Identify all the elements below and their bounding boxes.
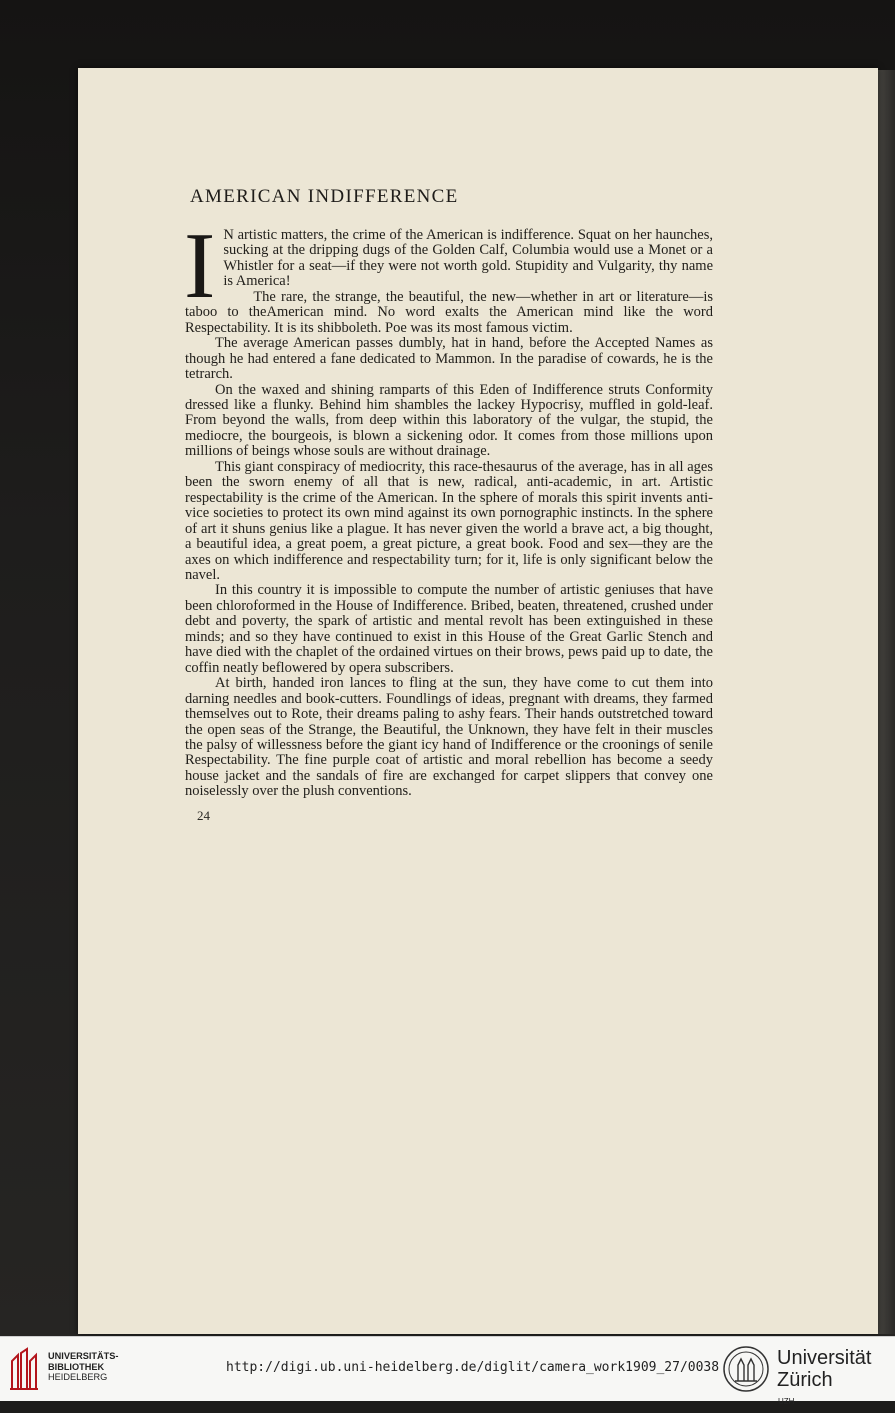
university-seal-icon — [722, 1345, 770, 1393]
permalink-url[interactable]: http://digi.ub.uni-heidelberg.de/diglit/camera_work1909_27/0038 — [226, 1360, 720, 1375]
library-logo-icon — [9, 1347, 39, 1391]
university-abbrev: UZH — [778, 1397, 795, 1406]
paragraph-1-text: N artistic matters, the crime of the American is indifference. Squat on her haunches, sucking at the dripping dugs of the Golden Calf, Columbia would use a Monet or a Whistler for a seat—if they were not worth gold. Stupidity and Vulgarity, thy name is America! — [223, 227, 713, 290]
university-name — [777, 1347, 871, 1413]
article-body — [184, 214, 713, 800]
paragraph-7: At birth, handed iron lances to fling at the sun, they have come to cut them into darning needles and book-cutters. Foundlings of ideas, pregnant with dreams, they farmed themselves out to Rote, their dreams paling to ashy fears. Their hands outstretched toward the open seas of the Strange, the Beautiful, the Unknown, they have felt in their muscles the palsy of willessness before the giant icy hand of Indifference or the croonings of senile Respectability. The fine purple coat of artistic and moral rebellion has become a seedy house jacket and the sandals of fire are exchanged for carpet slippers that convey one noiselessly over the plush conventions. — [185, 675, 713, 800]
library-name-line3: HEIDELBERG — [48, 1372, 108, 1382]
university-name-line2 — [777, 1369, 871, 1413]
page-content — [183, 186, 793, 824]
page-number: 24 — [197, 807, 210, 823]
university-name-line1: Universität — [777, 1347, 872, 1369]
drop-cap: I — [184, 214, 216, 318]
library-name-line1: UNIVERSITÄTS- — [48, 1351, 119, 1361]
library-name — [48, 1351, 118, 1383]
viewer-footer — [0, 1336, 895, 1406]
paragraph-3: The average American passes dumbly, hat in hand, before the Accepted Names as though he had entered a fane dedicated to Mammon. In the paradise of cowards, he is the tetrarch. — [185, 335, 713, 383]
paragraph-4: On the waxed and shining ramparts of this Eden of Indifference struts Conformity dressed like a flunky. Behind him shambles the lackey Hypocrisy, muffled in gold-leaf. From beyond the walls, from deep within this laboratory of the vulgar, the stupid, the mediocre, the bourgeois, is blown a sickening odor. It comes from those millions upon millions of beings whose souls are without drainage. — [185, 381, 713, 460]
paragraph-6: In this country it is impossible to compute the number of artistic geniuses that have been chloroformed in the House of Indifference. Bribed, beaten, threatened, crushed under debt and poverty, the spark of artistic and mental revolt has been extinguished in these minds; and so they have continued to exist in this House of the Great Garlic Stench and have died with the chaplet of the ordained virtues on their brows, pews paid up to date, the coffin neatly beflowered by opera subscribers. — [185, 582, 713, 676]
library-name-line2: BIBLIOTHEK — [48, 1361, 105, 1372]
paragraph-2: The rare, the strange, the beautiful, the new—whether in art or literature—is taboo to theAmerican mind. No word exalts the American mind like the word Respectability. It is its shibboleth. Poe was its most famous victim. — [185, 288, 713, 336]
paragraph-5: This giant conspiracy of mediocrity, this race-thesaurus of the average, has in all ages been the sworn enemy of all that is new, radical, anti-academic, in art. Artistic respectability is the crime of the American. In the sphere of morals this spirit invents anti-vice societies to protect its own mind against its own pornographic instincts. In the sphere of art it shuns genius like a plague. It has never given the world a brave act, a big thought, a beautiful idea, a great poem, a great picture, a great book. Food and sex—they are the axes on which indifference and respectability turn; for it, life is only significant below the navel. — [185, 458, 713, 583]
article-title: AMERICAN INDIFFERENCE — [190, 186, 459, 207]
university-name-city: Zürich — [777, 1369, 833, 1391]
